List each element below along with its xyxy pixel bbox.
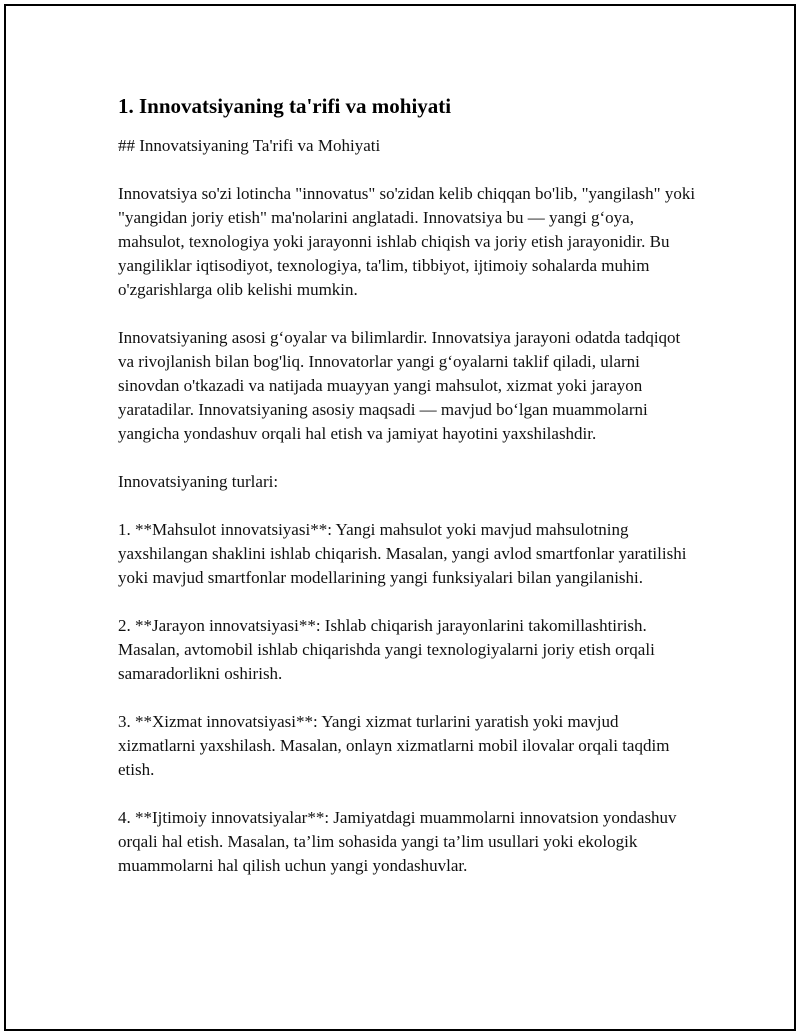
paragraph-definition: Innovatsiya so'zi lotincha "innovatus" so'zidan kelib chiqqan bo'lib, "yangilash" yoki "yangidan joriy etish" ma'nolarini anglatadi. Innovatsiya bu — yangi g‘oya, mahsulot, texnologiya yoki jarayonni ishlab chiqish va joriy etish jarayonidir. Bu yangiliklar iqtisodiyot, texnologiya, ta'lim, tibbiyot, ijtimoiy sohalarda muhim o'zgarishlarga olib kelishi mumkin.	[118, 184, 696, 299]
list-item-product-innovation: 1. **Mahsulot innovatsiyasi**: Yangi mahsulot yoki mavjud mahsulotning yaxshilangan shaklini ishlab chiqarish. Masalan, yangi avlod smartfonlar yaratilishi yoki mavjud smartfonlar modellarining yangi funksiyalari bilan yangilanishi.	[118, 520, 687, 587]
document-title: 1. Innovatsiyaning ta'rifi va mohiyati	[118, 94, 452, 118]
section-heading: ## Innovatsiyaning Ta'rifi va Mohiyati	[118, 136, 381, 155]
list-item-social-innovation: 4. **Ijtimoiy innovatsiyalar**: Jamiyatdagi muammolarni innovatsion yondashuv orqali hal etish. Masalan, ta’lim sohasida yangi ta’lim usullari yoki ekologik muammolarni hal qilish uchun yangi yondashuvlar.	[118, 808, 677, 875]
list-item-process-innovation: 2. **Jarayon innovatsiyasi**: Ishlab chiqarish jarayonlarini takomillashtirish. Masalan, avtomobil ishlab chiqarishda yangi texnologiyalarni joriy etish orqali samaradorlikni oshirish.	[118, 616, 655, 683]
list-item-service-innovation: 3. **Xizmat innovatsiyasi**: Yangi xizmat turlarini yaratish yoki mavjud xizmatlarni yaxshilash. Masalan, onlayn xizmatlarni mobil ilovalar orqali taqdim etish.	[118, 712, 670, 779]
paragraph-basis: Innovatsiyaning asosi g‘oyalar va bilimlardir. Innovatsiya jarayoni odatda tadqiqot va rivojlanish bilan bog'liq. Innovatorlar yangi g‘oyalarni taklif qiladi, ularni sinovdan o'tkazadi va natijada muayyan yangi mahsulot, xizmat yoki jarayon yaratadilar. Innovatsiyaning asosiy maqsadi — mavjud bo‘lgan muammolarni yangicha yondashuv orqali hal etish va jamiyat hayotini yaxshilashdir.	[118, 328, 681, 443]
paragraph-types-intro: Innovatsiyaning turlari:	[118, 472, 279, 491]
document-body	[118, 92, 698, 878]
